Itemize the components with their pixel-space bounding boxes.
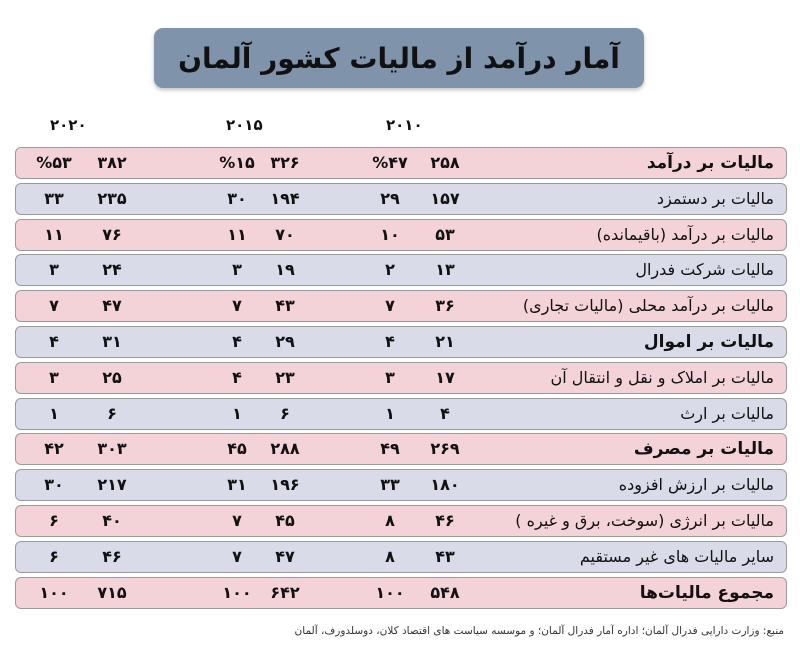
cell-y2020-value: ۷۱۵ <box>97 583 127 602</box>
cell-y2015-share: ۳ <box>232 260 242 279</box>
table-row <box>15 469 787 501</box>
row-label: مالیات بر املاک و نقل و انتقال آن <box>550 368 774 387</box>
cell-y2015-value: ۱۹ <box>275 260 295 279</box>
cell-y2020-share: ۷ <box>49 296 59 315</box>
year-header-2015: ۲۰۱۵ <box>226 116 263 134</box>
cell-y2015-share: ۷ <box>232 547 242 566</box>
cell-y2015-value: ۴۵ <box>275 511 295 530</box>
cell-y2010-value: ۱۸۰ <box>430 475 460 494</box>
cell-y2020-share: ۴ <box>49 332 59 351</box>
cell-y2015-value: ۴۷ <box>275 547 295 566</box>
cell-y2015-share: ۷ <box>232 511 242 530</box>
cell-y2015-share: ۴۵ <box>227 439 247 458</box>
cell-y2020-value: ۷۶ <box>102 225 122 244</box>
cell-y2010-value: ۱۵۷ <box>430 189 460 208</box>
row-label: مالیات بر دستمزد <box>656 189 774 208</box>
cell-y2015-share: ۷ <box>232 296 242 315</box>
cell-y2020-share: ۱۱ <box>44 225 64 244</box>
cell-y2020-value: ۴۷ <box>102 296 122 315</box>
cell-y2010-share: %۴۷ <box>372 153 408 172</box>
cell-y2020-share: ۳۳ <box>44 189 64 208</box>
page-title: آمار درآمد از مالیات کشور آلمان <box>178 41 620 75</box>
table-row <box>15 219 787 251</box>
table-row <box>15 147 787 179</box>
table-row <box>15 362 787 394</box>
row-label: مالیات بر درآمد (باقیمانده) <box>596 225 774 244</box>
cell-y2010-share: ۸ <box>385 547 395 566</box>
cell-y2015-value: ۴۳ <box>275 296 295 315</box>
table-row <box>15 326 787 358</box>
cell-y2020-share: ۱۰۰ <box>39 583 69 602</box>
cell-y2020-value: ۲۵ <box>102 368 122 387</box>
title-box <box>154 28 644 88</box>
table-row <box>15 505 787 537</box>
cell-y2015-value: ۶۴۲ <box>270 583 300 602</box>
cell-y2010-value: ۲۵۸ <box>430 153 460 172</box>
cell-y2010-share: ۴ <box>385 332 395 351</box>
row-label: مالیات شرکت فدرال <box>635 260 774 279</box>
cell-y2010-share: ۱۰۰ <box>375 583 405 602</box>
cell-y2015-value: ۱۹۶ <box>270 475 300 494</box>
cell-y2015-share: ۱ <box>232 404 242 423</box>
cell-y2010-value: ۴ <box>440 404 450 423</box>
cell-y2015-share: %۱۵ <box>219 153 255 172</box>
cell-y2015-share: ۴ <box>232 368 242 387</box>
cell-y2010-value: ۴۳ <box>435 547 455 566</box>
row-label: سایر مالیات های غیر مستقیم <box>579 547 774 566</box>
table-row <box>15 183 787 215</box>
cell-y2010-value: ۱۷ <box>435 368 455 387</box>
cell-y2015-share: ۳۱ <box>227 475 247 494</box>
table-row <box>15 290 787 322</box>
cell-y2020-value: ۲۳۵ <box>97 189 127 208</box>
year-header-2020: ۲۰۲۰ <box>50 116 87 134</box>
row-label: مجموع مالیات‌ها <box>639 583 774 603</box>
cell-y2010-share: ۲ <box>385 260 395 279</box>
year-header-2010: ۲۰۱۰ <box>386 116 423 134</box>
cell-y2020-value: ۳۸۲ <box>97 153 127 172</box>
row-label: مالیات بر درآمد محلی (مالیات تجاری) <box>522 296 774 315</box>
cell-y2015-value: ۷۰ <box>275 225 295 244</box>
cell-y2010-value: ۳۶ <box>435 296 455 315</box>
cell-y2020-value: ۳۱ <box>102 332 122 351</box>
row-label: مالیات بر ارزش افزوده <box>618 475 774 494</box>
cell-y2010-value: ۲۱ <box>435 332 455 351</box>
table-row <box>15 398 787 430</box>
source-note: منبع: وزارت دارایی فدرال آلمان؛ اداره آمار فدرال آلمان؛ و موسسه سیاست های اقتصاد کلان، دوسلدورف، آلمان <box>294 625 784 637</box>
table-row <box>15 254 787 286</box>
cell-y2010-value: ۵۳ <box>435 225 455 244</box>
cell-y2020-value: ۶ <box>107 404 117 423</box>
cell-y2010-share: ۱ <box>385 404 395 423</box>
cell-y2010-share: ۸ <box>385 511 395 530</box>
table-row <box>15 433 787 465</box>
cell-y2015-value: ۳۲۶ <box>270 153 300 172</box>
row-label: مالیات بر مصرف <box>633 439 774 459</box>
cell-y2010-share: ۴۹ <box>380 439 400 458</box>
cell-y2015-share: ۳۰ <box>227 189 247 208</box>
cell-y2015-value: ۶ <box>280 404 290 423</box>
cell-y2010-value: ۵۴۸ <box>430 583 460 602</box>
row-label: مالیات بر اموال <box>643 332 774 352</box>
cell-y2010-value: ۱۳ <box>435 260 455 279</box>
cell-y2020-share: ۳ <box>49 368 59 387</box>
cell-y2020-value: ۲۱۷ <box>97 475 127 494</box>
cell-y2020-share: ۳ <box>49 260 59 279</box>
row-label: مالیات بر ارث <box>680 404 774 423</box>
cell-y2015-value: ۲۹ <box>275 332 295 351</box>
cell-y2020-share: ۶ <box>49 547 59 566</box>
cell-y2015-share: ۱۰۰ <box>222 583 252 602</box>
cell-y2015-value: ۲۸۸ <box>270 439 300 458</box>
table-row <box>15 541 787 573</box>
cell-y2015-value: ۲۳ <box>275 368 295 387</box>
cell-y2020-share: ۱ <box>49 404 59 423</box>
cell-y2020-value: ۲۴ <box>102 260 122 279</box>
cell-y2010-value: ۲۶۹ <box>430 439 460 458</box>
cell-y2015-share: ۴ <box>232 332 242 351</box>
cell-y2020-share: ۶ <box>49 511 59 530</box>
cell-y2010-value: ۴۶ <box>435 511 455 530</box>
cell-y2020-share: ۳۰ <box>44 475 64 494</box>
cell-y2020-share: %۵۳ <box>36 153 72 172</box>
cell-y2015-value: ۱۹۴ <box>270 189 300 208</box>
cell-y2010-share: ۳ <box>385 368 395 387</box>
table-row <box>15 577 787 609</box>
cell-y2010-share: ۳۳ <box>380 475 400 494</box>
cell-y2020-value: ۴۶ <box>102 547 122 566</box>
cell-y2020-value: ۴۰ <box>102 511 122 530</box>
row-label: مالیات بر انرژی (سوخت، برق و غیره ) <box>515 511 774 530</box>
cell-y2010-share: ۲۹ <box>380 189 400 208</box>
cell-y2020-value: ۳۰۳ <box>97 439 127 458</box>
cell-y2020-share: ۴۲ <box>44 439 64 458</box>
cell-y2015-share: ۱۱ <box>227 225 247 244</box>
cell-y2010-share: ۱۰ <box>380 225 400 244</box>
row-label: مالیات بر درآمد <box>646 153 774 173</box>
cell-y2010-share: ۷ <box>385 296 395 315</box>
